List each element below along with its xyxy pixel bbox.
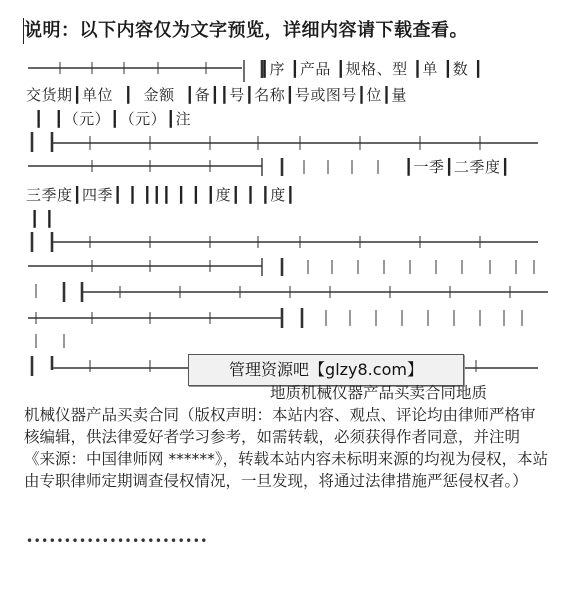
table-header-row-3: ┃ ┃（元）┃（元）┃注 bbox=[34, 110, 192, 128]
paragraph-first-line: 地质机械仪器产品买卖合同地质 bbox=[270, 384, 488, 402]
table-row-spacer-1: ┃ ┃ bbox=[30, 210, 55, 228]
table-header-row-2: 交货期┃单位 ┃ 金额 ┃备┃┃号┃名称┃号或图号┃位┃量 bbox=[26, 86, 407, 104]
table-header-row-1: ┃序 ┃产品 ┃规格、型 ┃单 ┃数 ┃ bbox=[260, 60, 484, 78]
copyright-paragraph bbox=[24, 384, 550, 492]
paragraph-body: 机械仪器产品买卖合同（版权声明：本站内容、观点、评论均由律师严格审核编辑，供法律爱好者学习参考，如需转载，必须获得作者同意，并注明《来源：中国律师网 ******》，转载本站内容未标明来源的均视为侵权，本站由专职律师定期调查侵权情况，一旦发现，将通过法律措施严惩侵权者。） bbox=[24, 406, 549, 490]
watermark-banner: 管理资源吧【glzy8.com】 bbox=[188, 354, 464, 386]
preview-notice: 说明：以下内容仅为文字预览，详细内容请下载查看。 bbox=[24, 20, 468, 41]
dotted-separator: •••••••••••••••••••••••• bbox=[26, 534, 208, 548]
table-row-quarters-1: ┃一季┃二季度┃ bbox=[404, 158, 511, 176]
table-row-quarters-2: 三季度┃四季┃ ┃ ┃┃┃ ┃ ┃ ┃度┃ ┃ ┃度┃ bbox=[26, 186, 296, 204]
